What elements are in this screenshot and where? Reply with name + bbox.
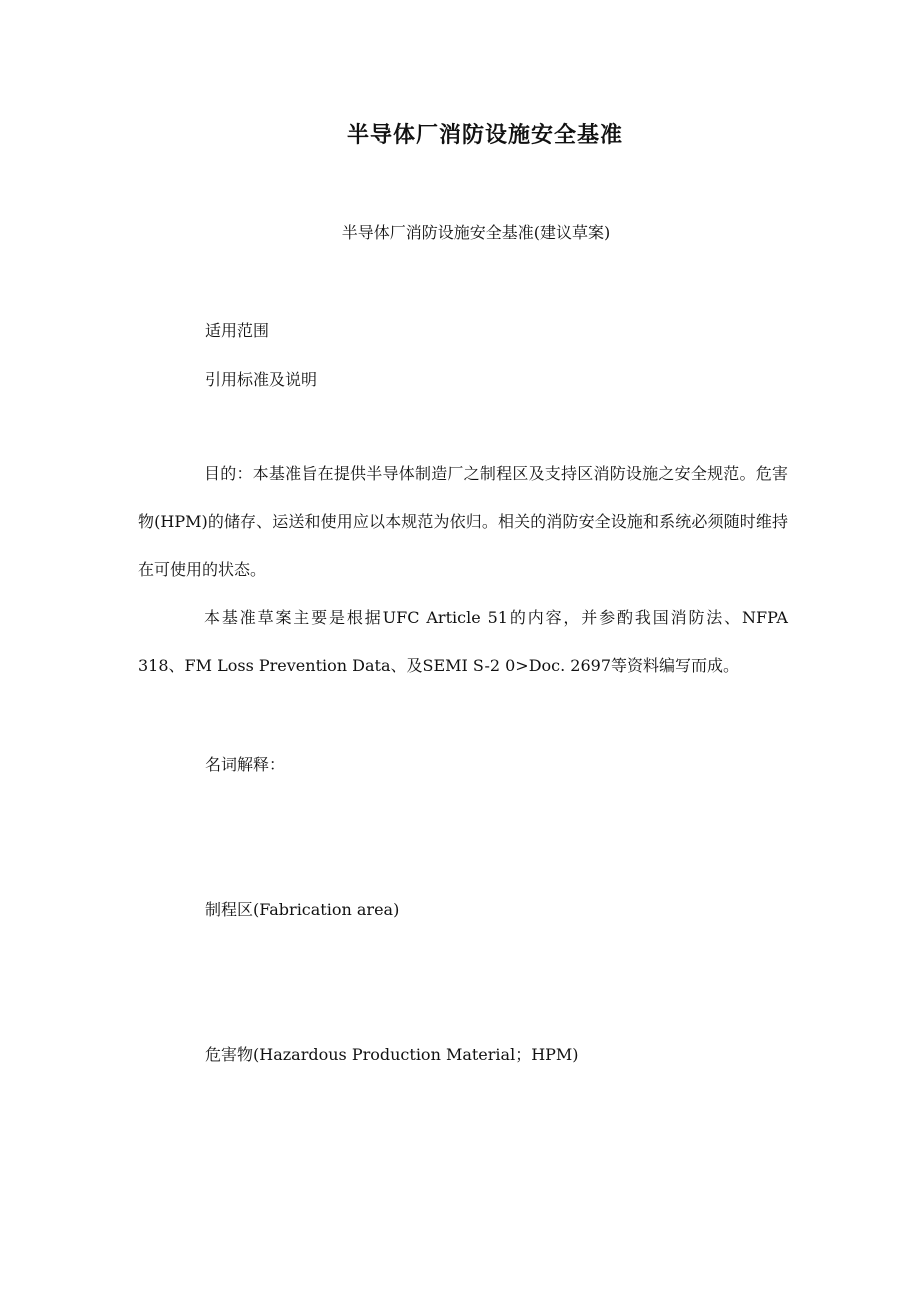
document-subtitle: 半导体厂消防设施安全基准(建议草案) bbox=[341, 223, 611, 242]
document-title: 半导体厂消防设施安全基准 bbox=[346, 122, 623, 148]
toc-item-scope: 适用范围 bbox=[205, 321, 270, 340]
term-hpm: 危害物(Hazardous Production Material；HPM) bbox=[205, 1045, 579, 1064]
reference-paragraph: 本基准草案主要是根据UFC Article 51的内容，并参酌我国消防法、NFPA 318、FM Loss Prevention Data、及SEMI S-2 0>Doc. 2697等资料编写而成。 bbox=[138, 608, 788, 675]
terms-heading: 名词解释： bbox=[205, 755, 286, 774]
purpose-paragraph: 目的：本基准旨在提供半导体制造厂之制程区及支持区消防设施之安全规范。危害物(HPM)的储存、运送和使用应以本规范为依归。相关的消防安全设施和系统必须随时维持在可使用的状态。 bbox=[138, 464, 788, 579]
toc-item-references: 引用标准及说明 bbox=[205, 370, 318, 389]
term-fabrication-area: 制程区(Fabrication area) bbox=[205, 900, 400, 919]
